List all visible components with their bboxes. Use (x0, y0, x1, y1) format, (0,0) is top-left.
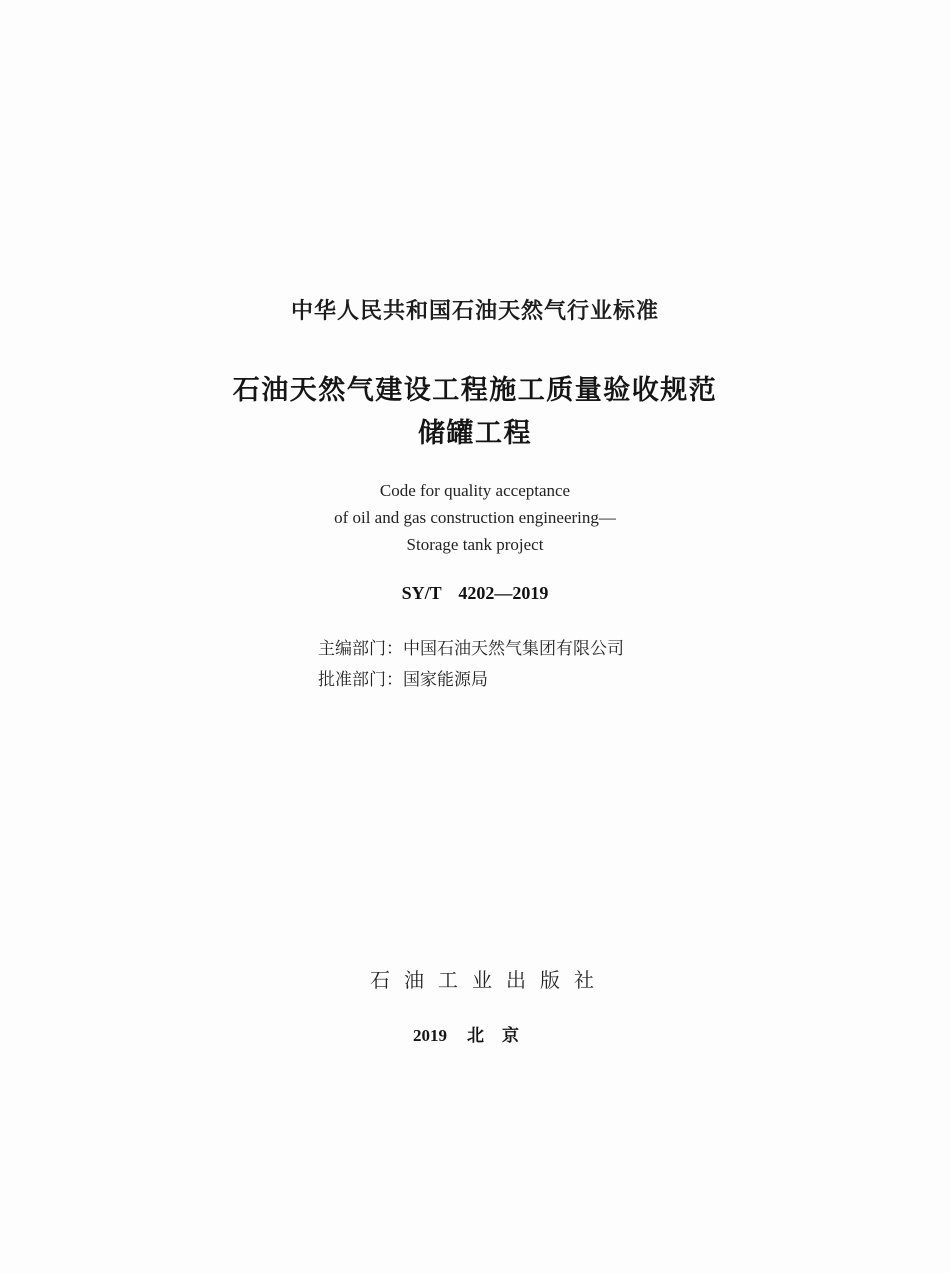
main-title-line-2: 储罐工程 (418, 418, 532, 449)
english-title-line-2: of oil and gas construction engineering— (334, 508, 616, 527)
publisher-name: 石油工业出版社 (370, 968, 608, 992)
publication-year: 2019 (413, 1026, 447, 1045)
english-title-line-3: Storage tank project (406, 535, 544, 554)
english-title-line-1: Code for quality acceptance (379, 481, 571, 500)
main-title-line-1: 石油天然气建设工程施工质量验收规范 (232, 375, 718, 406)
series-title: 中华人民共和国石油天然气行业标准 (290, 299, 659, 324)
standard-number: SY/T 4202—2019 (401, 583, 549, 603)
approver-organization: 批准部门：国家能源局 (318, 670, 488, 690)
publication-info (0, 1021, 950, 1046)
publication-city: 北京 (467, 1026, 537, 1045)
editor-organization: 主编部门：中国石油天然气集团有限公司 (318, 639, 624, 659)
